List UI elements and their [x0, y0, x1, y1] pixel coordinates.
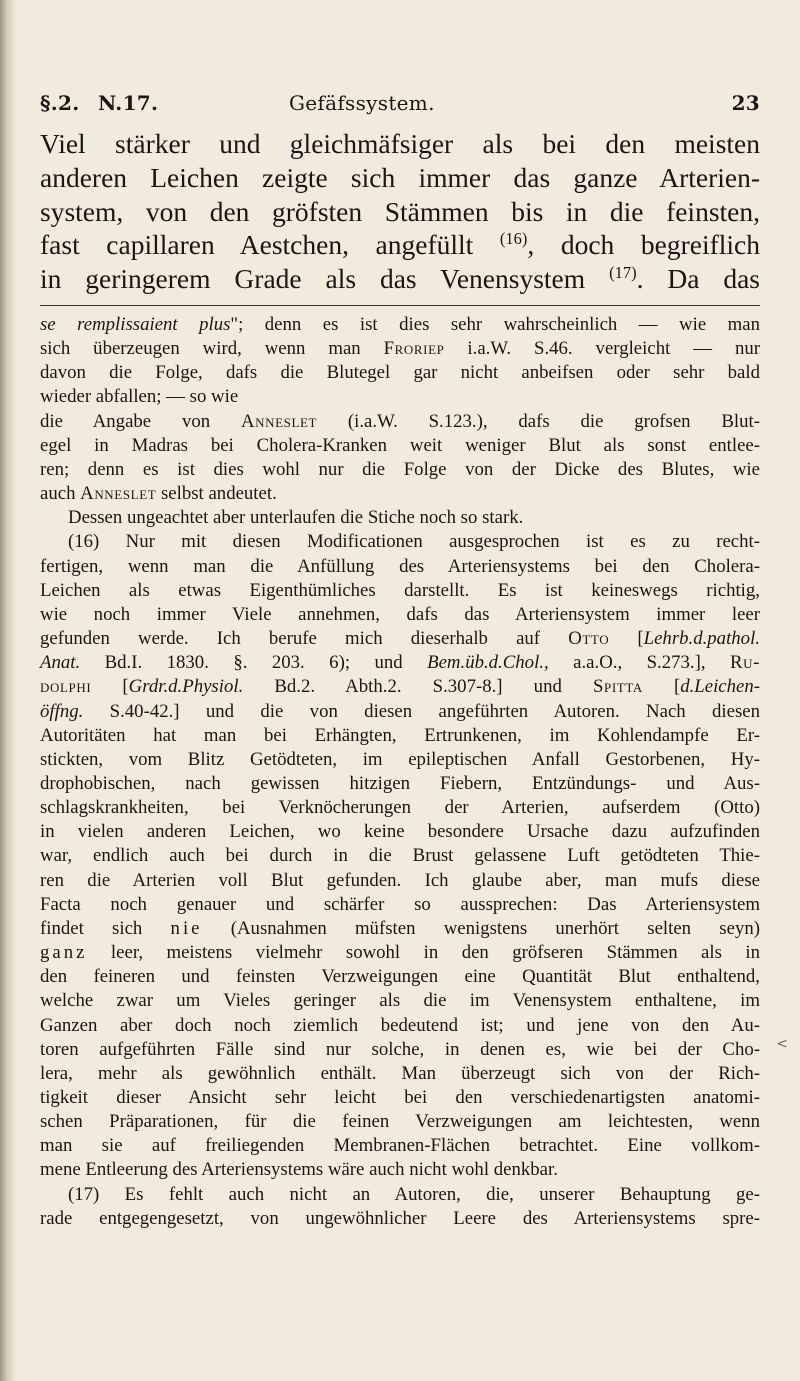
emphasis-ganz: ganz: [40, 942, 88, 964]
note-text: [: [642, 676, 681, 698]
note-line: ren die Arterien voll Blut gefunden. Ich glaube aber, man mufs diese: [40, 869, 760, 891]
note-text: auch: [40, 483, 81, 505]
footnote-ref-16: (16): [499, 229, 528, 249]
note-line: in vielen anderen Leichen, wo keine besondere Ursache dazu aufzufinden: [40, 821, 760, 843]
note-number: N.17.: [98, 91, 159, 115]
citation-title: d.Leichen-: [680, 676, 761, 698]
book-page: [40, 0, 788, 1381]
note-line: toren aufgeführten Fälle sind nur solche, in denen es, wie bei der Cho-: [40, 1038, 760, 1060]
author-rudolphi: Ru-: [730, 652, 760, 674]
footnote-rule: [40, 305, 760, 306]
note-line: Autoritäten hat man bei Erhängten, Ertrunkenen, im Kohlendampfe Er-: [40, 724, 760, 746]
note-text: Bd.2. Abth.2. S.307-8.] und: [243, 676, 593, 698]
margin-mark: <: [776, 1036, 788, 1052]
citation-title: Lehrb.d.pathol.: [643, 628, 760, 650]
note-line: wie noch immer Viele annehmen, dafs das Arteriensystem immer leer: [40, 603, 760, 625]
author-rudolphi: dolphi: [40, 676, 92, 698]
note-line: rade entgegengesetzt, von ungewöhnlicher Leere des Arteriensystems spre-: [40, 1207, 760, 1229]
note-line: tigkeit dieser Ansicht sehr leicht bei den verschiedenartigsten anatomi-: [40, 1087, 760, 1108]
citation-title: öffng.: [40, 700, 84, 722]
note-line: den feineren und feinsten Verzweigungen eine Quantität Blut enthaltend,: [40, 966, 760, 988]
note-line: fertigen, wenn man die Anfüllung des Arteriensystems bei den Cholera-: [40, 555, 760, 577]
main-line-4-tail: , doch begreiflich: [527, 229, 761, 261]
note-line: [40, 941, 760, 965]
main-line-5-text: in geringerem Grade als das Venensystem: [40, 263, 586, 295]
french-quote: se remplissaient plus: [40, 314, 231, 335]
footnote-17-start: (17) Es fehlt auch nicht an Autoren, die, unserer Behauptung ge-: [68, 1183, 760, 1205]
note-text: [: [91, 676, 129, 698]
note-text: (i.a.W. S.123.), dafs die grofsen Blut-: [317, 410, 760, 432]
note-text: S.40-42.] und die von diesen angeführten Autoren. Nach diesen: [83, 700, 760, 722]
note-line: man sie auf freiliegenden Membranen-Flächen betrachtet. Eine vollkom-: [40, 1135, 760, 1157]
note-line: [40, 917, 760, 941]
author-anneslet: Anneslet: [240, 410, 318, 432]
note-text: findet sich: [40, 917, 171, 939]
note-line: mene Entleerung des Arteriensystems wäre auch nicht wohl denkbar.: [40, 1159, 558, 1181]
emphasis-nie: nie: [170, 917, 203, 939]
note-line: egel in Madras bei Cholera-Kranken weit weniger Blut als sonst entlee-: [40, 434, 760, 456]
main-line-4-text: fast capillaren Aestchen, angefüllt: [40, 229, 474, 261]
note-text: selbst andeutet.: [156, 483, 277, 505]
main-line-3: system, von den gröfsten Stämmen bis in die feinsten,: [40, 195, 760, 227]
footnote-ref-17: (17): [609, 263, 637, 283]
note-text: (Ausnahmen müfsten wenigstens unerhört selten seyn): [202, 917, 760, 939]
page-number: 23: [731, 91, 760, 115]
note-line: Leichen als etwas Eigenthümliches darstellt. Es ist keineswegs richtig,: [40, 579, 760, 601]
author-otto: Otto: [568, 628, 610, 650]
citation-title: Grdr.d.Physiol.: [128, 676, 244, 698]
note-line: drophobischen, nach gewissen hitzigen Fiebern, Entzündungs- und Aus-: [40, 772, 760, 794]
note-line: war, endlich auch bei durch in die Brust gelassene Luft getödteten Thie-: [40, 845, 760, 867]
author-spitta: Spitta: [592, 676, 643, 698]
note-line: [40, 313, 760, 337]
note-text: [: [609, 628, 644, 650]
main-line-5: [40, 262, 760, 296]
note-text: sich überzeugen wird, wenn man: [40, 338, 384, 360]
note-line: [40, 482, 760, 506]
note-line: ren; denn es ist dies wohl nur die Folge von der Dicke des Blutes, wie: [40, 458, 760, 480]
note-line: stickten, vom Blitz Getödteten, im epileptischen Anfall Gestorbenen, Hy-: [40, 748, 760, 770]
note-text: , a.a.O., S.273.],: [543, 652, 730, 674]
note-line: lera, mehr als gewöhnlich enthält. Man überzeugt sich von der Rich-: [40, 1062, 760, 1084]
note-text: die Angabe von: [40, 410, 241, 432]
running-header: [40, 91, 760, 121]
main-text: [40, 127, 760, 296]
citation-title: Anat.: [40, 652, 81, 674]
note-text: "; denn es ist dies sehr wahrscheinlich — wie man: [230, 314, 760, 335]
section-number: §.2.: [40, 91, 80, 115]
footnotes: [40, 313, 760, 1231]
note-text: leer, meistens vielmehr sowohl in den gröfseren Stämmen als in: [87, 942, 760, 964]
note-line: Ganzen aber doch noch ziemlich bedeutend ist; und jene von den Au-: [40, 1014, 760, 1036]
note-line: schen Präparationen, für die feinen Verzweigungen am leichtesten, wenn: [40, 1111, 760, 1133]
running-title: Gefäfssystem.: [289, 91, 435, 115]
note-line: [40, 651, 760, 675]
note-line: welche zwar um Vieles geringer als die im Venensystem enthaltene, im: [40, 990, 760, 1012]
author-froriep: Froriep: [383, 338, 445, 360]
author-anneslet: Anneslet: [80, 483, 157, 505]
note-line: [40, 627, 760, 651]
main-line-5-tail: . Da das: [636, 263, 760, 295]
main-line-4: [40, 228, 760, 262]
note-text: gefunden werde. Ich berufe mich dieserhalb auf: [40, 628, 569, 650]
note-text: i.a.W. S.46. vergleicht — nur: [444, 338, 760, 360]
citation-title: Bem.üb.d.Chol.: [427, 652, 544, 674]
book-binding-shadow: [0, 0, 16, 1381]
note-line: [40, 700, 760, 724]
note-line: davon die Folge, dafs die Blutegel gar nicht anbeifsen oder sehr bald: [40, 362, 760, 384]
note-line: schlagskrankheiten, bei Verknöcherungen der Arterien, aufserdem (Otto): [40, 797, 760, 819]
main-line-2: anderen Leichen zeigte sich immer das ganze Arterien-: [40, 161, 760, 193]
footnote-16-start: (16) Nur mit diesen Modificationen ausgesprochen ist es zu recht-: [68, 531, 760, 553]
note-line: [40, 337, 760, 361]
note-text: Bd.I. 1830. §. 203. 6); und: [80, 652, 428, 674]
note-line: [40, 410, 760, 434]
note-line: wieder abfallen; — so wie: [40, 386, 239, 408]
note-line: [40, 675, 760, 699]
main-line-1: Viel stärker und gleichmäfsiger als bei den meisten: [40, 128, 760, 159]
note-line: Dessen ungeachtet aber unterlaufen die Stiche noch so stark.: [68, 507, 524, 529]
note-line: Facta noch genauer und schärfer so aussprechen: Das Arteriensystem: [40, 893, 760, 915]
